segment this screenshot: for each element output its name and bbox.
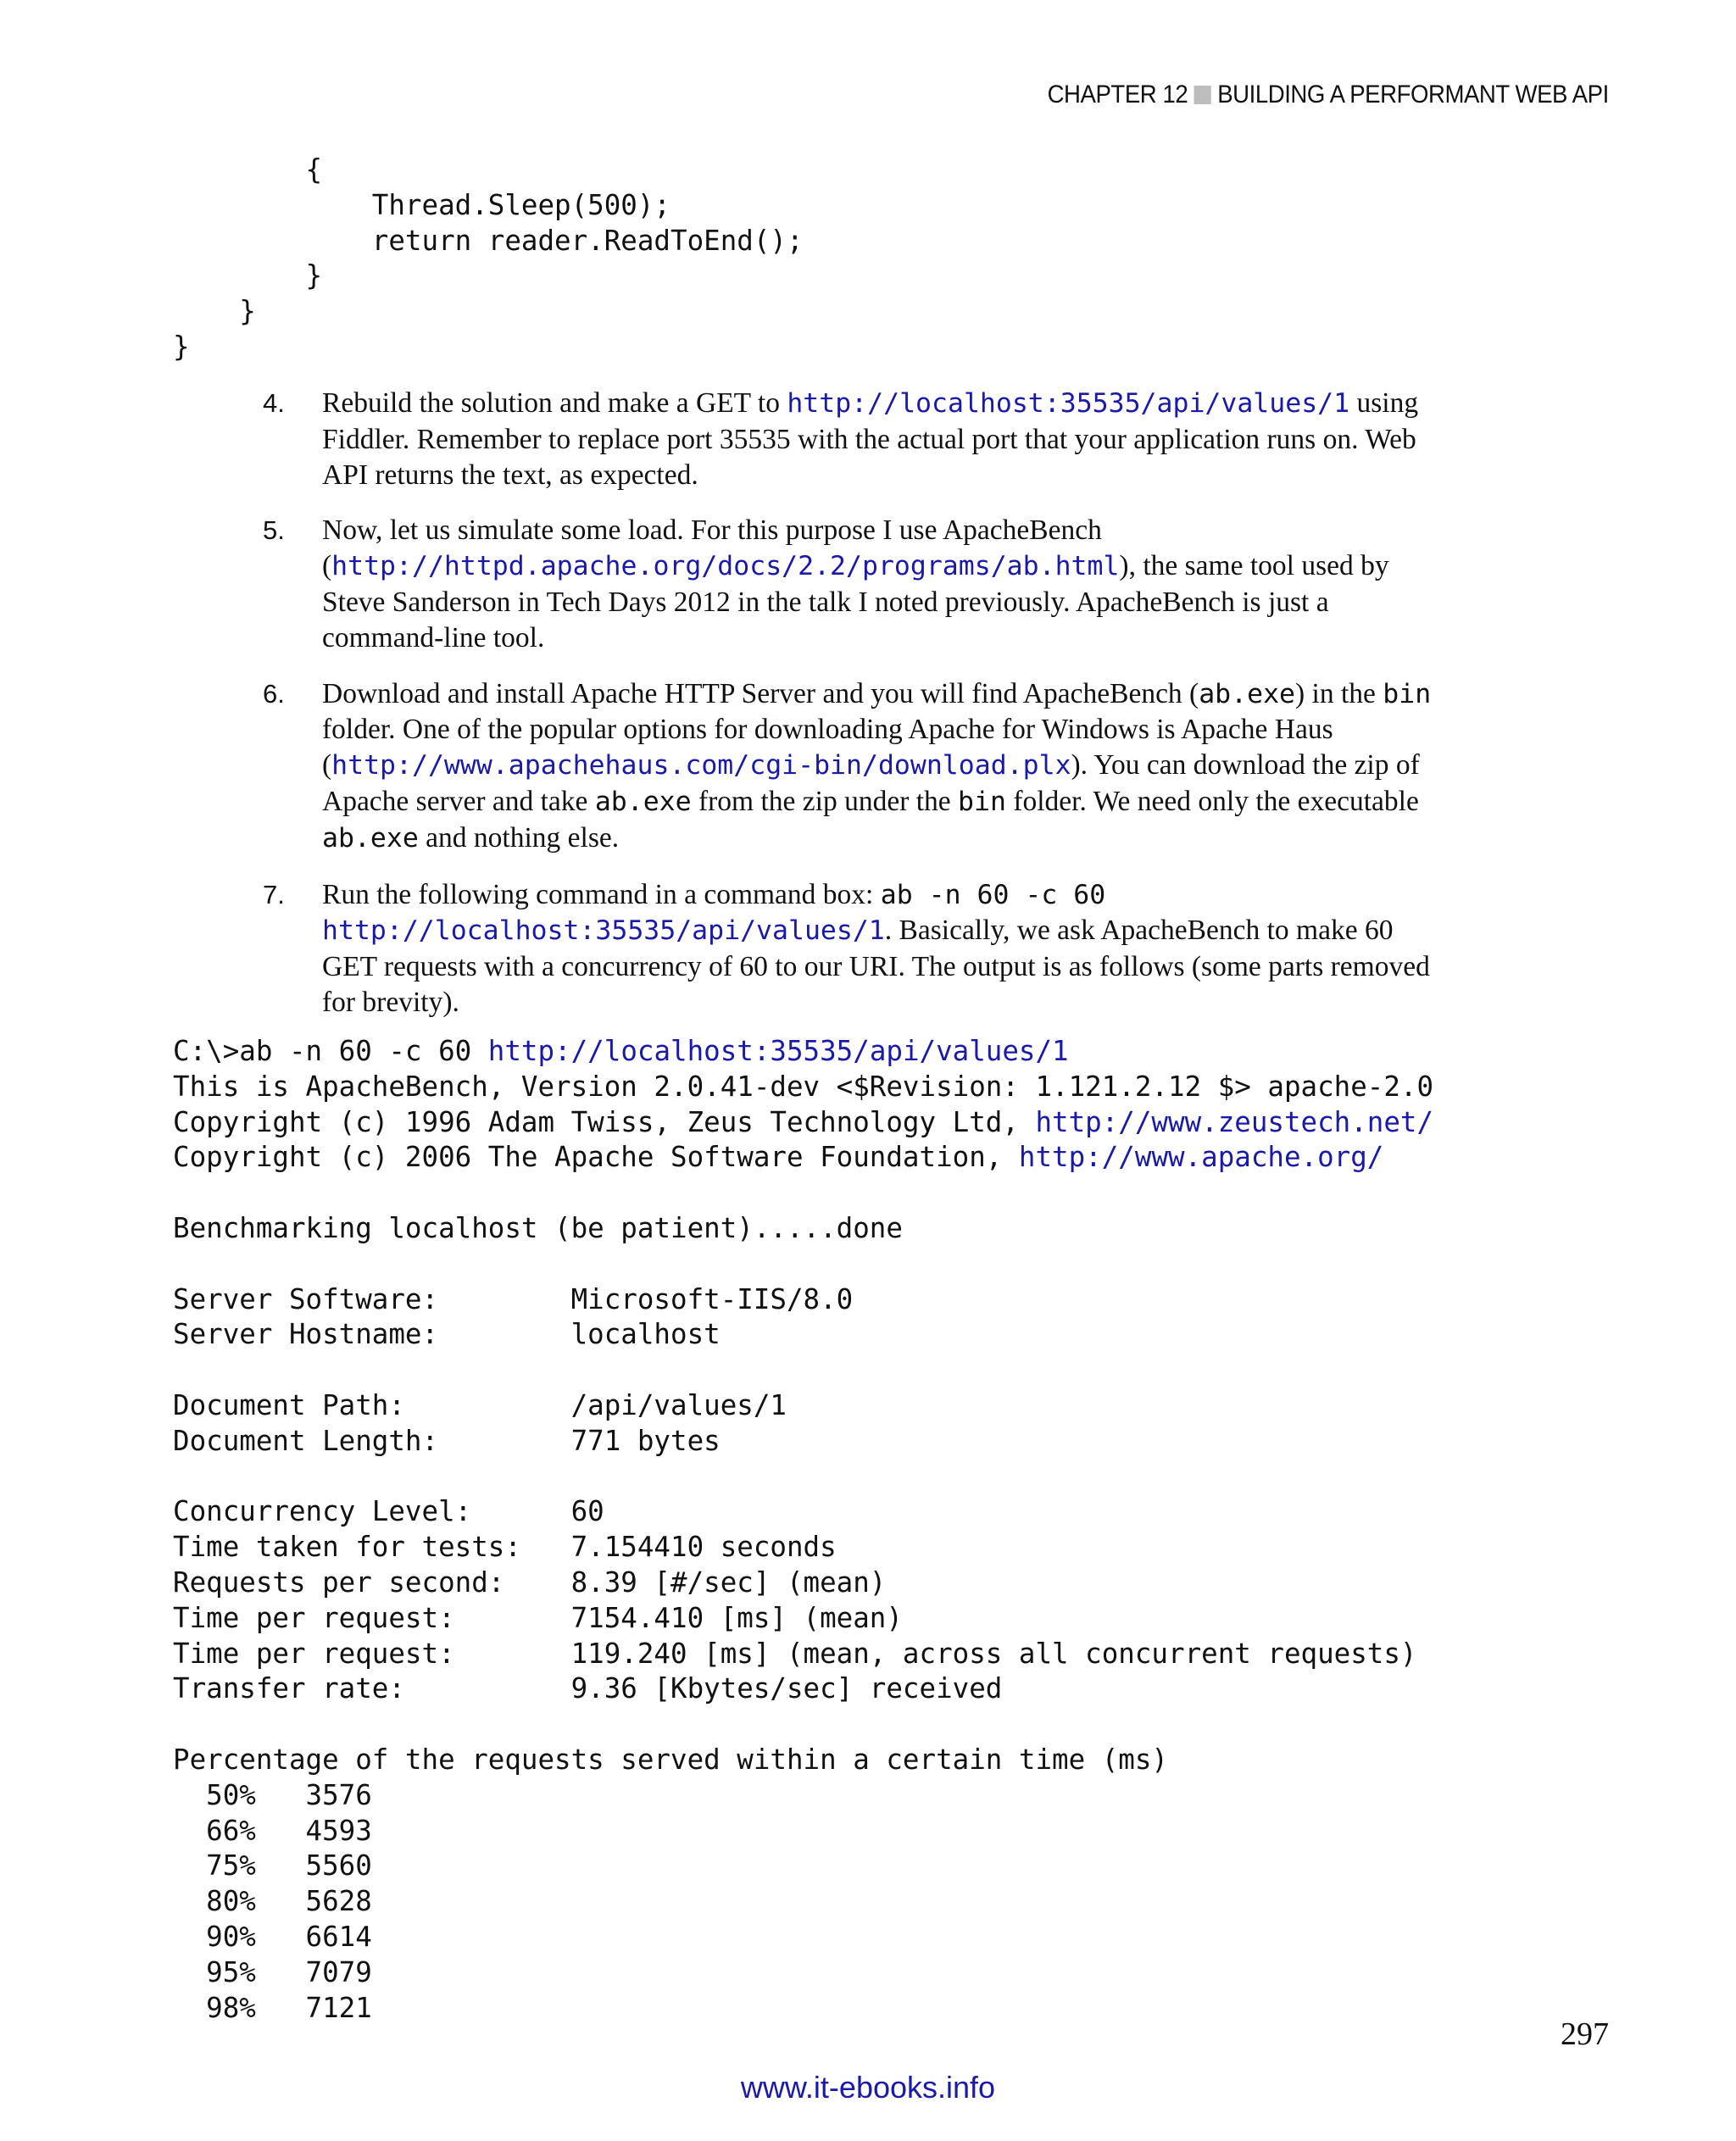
step-text: ). You can download the zip of Apache server and take: [322, 749, 1420, 817]
chapter-title: BUILDING A PERFORMANT WEB API: [1217, 81, 1609, 108]
step-number: 7.: [263, 879, 285, 909]
apache-link[interactable]: http://www.apache.org/: [1018, 1141, 1384, 1174]
inline-code: ab -n 60 -c 60: [880, 879, 1106, 910]
inline-code: ab.exe: [322, 822, 419, 854]
step-text: Rebuild the solution and make a GET to: [322, 387, 787, 419]
step-text: . Basically, we ask ApacheBench to make 60 GET requests with a concurrency of 60 to our URI. The output is as follows (some parts removed for brevity).: [322, 915, 1430, 1018]
header-square-icon: [1194, 86, 1211, 104]
step-text: using Fiddler. Remember to replace port 35535 with the actual port that your application runs on. Web API returns the text, as expected.: [322, 387, 1419, 491]
inline-code: ab.exe: [1199, 678, 1296, 709]
step-text: Now, let us simulate some load. For this purpose I use ApacheBench (: [322, 514, 1102, 582]
step-text: Run the following command in a command box:: [322, 878, 881, 910]
apachebench-docs-link[interactable]: http://httpd.apache.org/docs/2.2/programs/ab.html: [331, 551, 1120, 582]
step-text: Download and install Apache HTTP Server and you will find ApacheBench (: [322, 677, 1199, 709]
step-5: [263, 513, 1449, 655]
zeustech-link[interactable]: http://www.zeustech.net/: [1035, 1105, 1434, 1138]
command-url-link[interactable]: http://localhost:35535/api/values/1: [487, 1035, 1069, 1067]
step-number: 5.: [263, 515, 285, 546]
step-text: and nothing else.: [418, 821, 620, 854]
inline-code: bin: [1383, 678, 1432, 709]
copyright-line: Copyright (c) 2006 The Apache Software Foundation,: [173, 1141, 1019, 1174]
command-prompt: C:\>ab -n 60 -c 60: [173, 1035, 488, 1067]
step-number: 6.: [263, 678, 285, 709]
step-text: folder. One of the popular options for downloading Apache for Windows is Apache Haus (: [322, 714, 1333, 781]
footer-watermark-link[interactable]: www.it-ebooks.info: [740, 2070, 996, 2105]
step-4: [263, 386, 1449, 492]
benchmark-results: Benchmarking localhost (be patient).....done Server Software: Microsoft-IIS/8.0 Server Hostname: localhost Document Path: /api/values/1 Document Length: 771 bytes Concurrency Level: 60 Time taken for tests: 7.154410 seconds Requests per second: 8.39 [#/sec] (mean) Time per request: 7154.410 [ms] (mean) Time per request: 119.240 [ms] (mean, across all concurrent requests) Transfer rate: 9.36 [Kbytes/sec] received Percentage of the requests served within a certain time (ms) 50% 3576 66% 4593 75% 5560 80% 5628 90% 6614 95% 7079 98% 7121: [173, 1211, 1417, 2024]
copyright-line: Copyright (c) 1996 Adam Twiss, Zeus Technology Ltd,: [173, 1105, 1036, 1138]
step-text: from the zip under the: [691, 785, 959, 817]
step-6: [263, 676, 1449, 857]
inline-code: bin: [958, 786, 1006, 817]
apachebench-output: [173, 1034, 1433, 2026]
apachehaus-link[interactable]: http://www.apachehaus.com/cgi-bin/download.plx: [331, 750, 1071, 781]
step-text: folder. We need only the executable: [1005, 785, 1419, 817]
localhost-link[interactable]: http://localhost:35535/api/values/1: [787, 388, 1350, 419]
step-number: 4.: [263, 388, 285, 418]
inline-code: ab.exe: [594, 786, 692, 817]
version-line: This is ApacheBench, Version 2.0.41-dev <$Revision: 1.121.2.12 $> apache-2.0: [173, 1070, 1434, 1103]
step-text: ) in the: [1295, 677, 1383, 709]
chapter-label: CHAPTER 12: [1047, 81, 1188, 108]
code-listing: { Thread.Sleep(500); return reader.ReadToEnd(); } } }: [173, 153, 804, 363]
steps-list: [263, 386, 1449, 1041]
step-text: ), the same tool used by Steve Sanderson in Tech Days 2012 in the talk I noted previously. ApacheBench is just a command-line tool.: [322, 550, 1389, 653]
step-7: [263, 877, 1449, 1020]
localhost-link[interactable]: http://localhost:35535/api/values/1: [322, 915, 885, 947]
running-header: [1048, 81, 1609, 109]
page-number: 297: [1561, 2016, 1609, 2052]
